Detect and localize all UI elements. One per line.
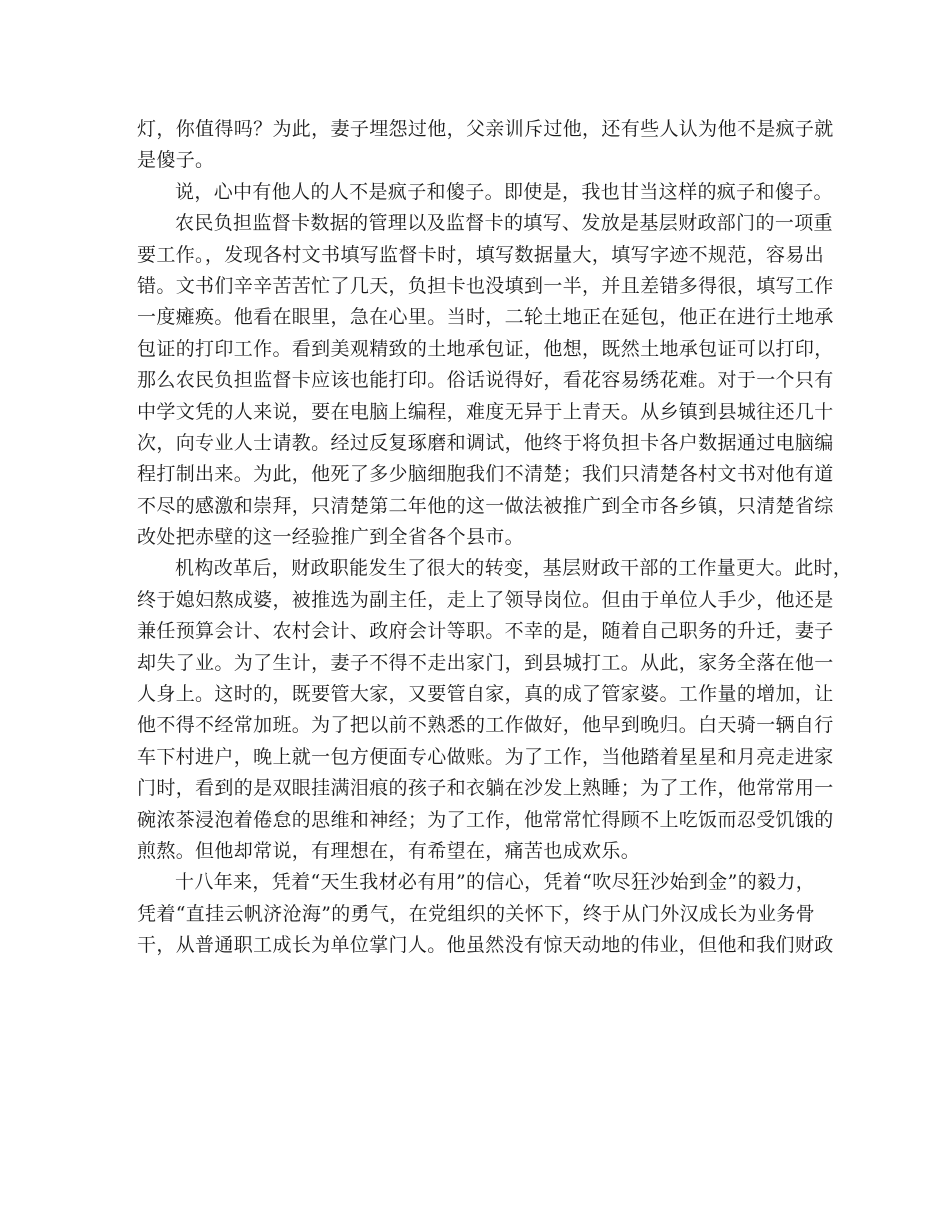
text-line: 人身上。这时的，既要管大家，又要管自家，真的成了管家婆。工作量的增加，让: [137, 683, 834, 706]
text-line: 改处把赤壁的这一经验推广到全省各个县市。: [137, 526, 525, 549]
text-line: 车下村进户，晚上就一包方便面专心做账。为了工作，当他踏着星星和月亮走进家: [137, 745, 834, 768]
text-line: 门时，看到的是双眼挂满泪痕的孩子和衣躺在沙发上熟睡；为了工作，他常常用一: [137, 777, 834, 800]
text-line: 却失了业。为了生计，妻子不得不走出家门，到县城打工。从此，家务全落在他一: [137, 651, 834, 674]
text-line: 煎熬。但他却常说，有理想在，有希望在，痛苦也成欢乐。: [137, 839, 641, 862]
text-line: 干，从普通职工成长为单位掌门人。他虽然没有惊天动地的伟业，但他和我们财政: [137, 934, 834, 957]
text-line: 碗浓茶浸泡着倦怠的思维和神经；为了工作，他常常忙得顾不上吃饭而忍受饥饿的: [137, 808, 834, 831]
text-line: 他不得不经常加班。为了把以前不熟悉的工作做好，他早到晚归。白天骑一辆自行: [137, 714, 834, 737]
paragraph-3: [137, 208, 834, 553]
paragraph-4: [137, 553, 853, 867]
text-line: 是傻子。: [137, 149, 215, 172]
text-line: 农民负担监督卡数据的管理以及监督卡的填写、发放是基层财政部门的一项重: [175, 212, 833, 235]
text-line: 机构改革后，财政职能发生了很大的转变，基层财政干部的工作量更大。此时，: [175, 557, 853, 580]
text-line: 包证的打印工作。看到美观精致的土地承包证，他想，既然土地承包证可以打印，: [137, 337, 834, 360]
text-line: 要工作。，发现各村文书填写监督卡时，填写数据量大，填写字迹不规范，容易出: [137, 243, 825, 266]
text-line: 兼任预算会计、农村会计、政府会计等职。不幸的是，随着自己职务的升迁，妻子: [137, 620, 834, 643]
text-line: 终于媳妇熬成婆，被推选为副主任，走上了领导岗位。但由于单位人手少，他还是: [137, 588, 834, 611]
paragraph-5: [137, 867, 834, 961]
text-line: 中学文凭的人来说，要在电脑上编程，难度无异于上青天。从乡镇到县城往还几十: [137, 400, 834, 423]
text-line: 一度瘫痪。他看在眼里，急在心里。当时，二轮土地正在延包，他正在进行土地承: [137, 306, 834, 329]
text-line: 错。文书们辛辛苦苦忙了几天，负担卡也没填到一半，并且差错多得很，填写工作: [137, 274, 834, 297]
text-line: 次，向专业人士请教。经过反复琢磨和调试，他终于将负担卡各户数据通过电脑编: [137, 431, 834, 454]
text-line: 灯，你值得吗？为此，妻子埋怨过他，父亲训斥过他，还有些人认为他不是疯子就: [137, 118, 834, 140]
text-line: 凭着“直挂云帆济沧海”的勇气，在党组织的关怀下，终于从门外汉成长为业务骨: [137, 902, 816, 925]
paragraph-1: [137, 114, 834, 177]
paragraph-2: [137, 177, 833, 208]
text-line: 那么农民负担监督卡应该也能打印。俗话说得好，看花容易绣花难。对于一个只有: [137, 369, 834, 392]
text-line: 说，心中有他人的人不是疯子和傻子。即使是，我也甘当这样的疯子和傻子。: [175, 180, 833, 203]
text-line: 程打制出来。为此，他死了多少脑细胞我们不清楚；我们只清楚各村文书对他有道: [137, 463, 834, 486]
document-body: [137, 114, 853, 962]
text-line: 不尽的感激和崇拜，只清楚第二年他的这一做法被推广到全市各乡镇，只清楚省综: [137, 494, 834, 517]
text-line: 十八年来，凭着“天生我材必有用”的信心，凭着“吹尽狂沙始到金”的毅力，: [175, 871, 816, 894]
